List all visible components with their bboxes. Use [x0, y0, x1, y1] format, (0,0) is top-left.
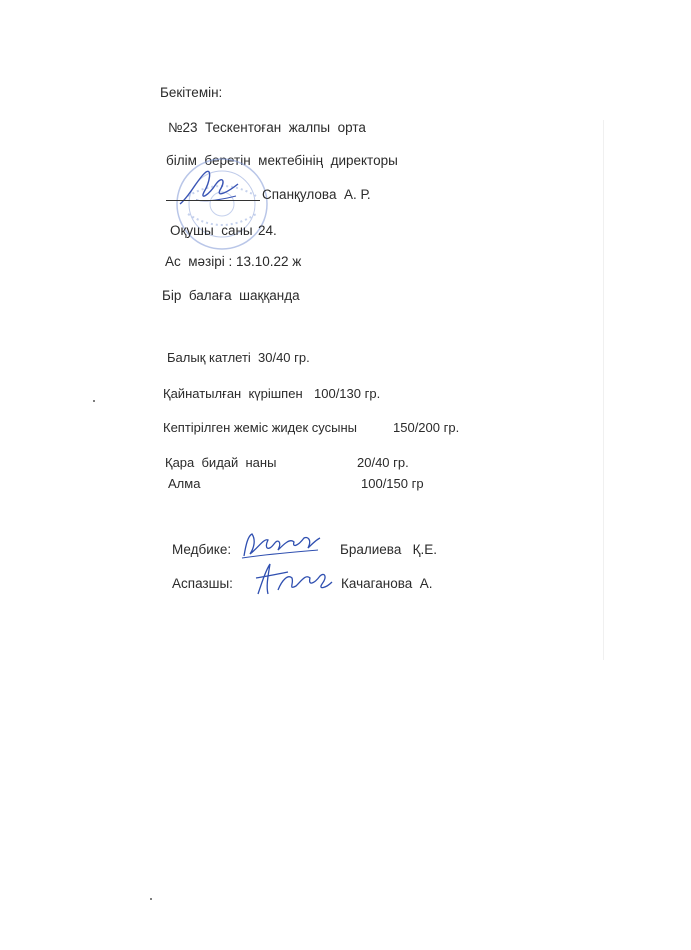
nurse-name: Бралиева Қ.Е. [340, 542, 437, 557]
menu-item-amount: 100/150 гр [361, 476, 424, 491]
students-count: 24. [258, 223, 277, 238]
director-name: Спанқулова А. Р. [262, 187, 371, 202]
menu-item-amount: 30/40 гр. [258, 350, 310, 365]
menu-item-amount: 20/40 гр. [357, 455, 409, 470]
school-line-2: білім беретін мектебінің директоры [166, 153, 398, 168]
menu-item-name: Қайнатылған күрішпен [163, 386, 303, 401]
menu-item-amount: 100/130 гр. [314, 386, 381, 401]
director-signature-icon [176, 166, 256, 210]
menu-item-name: Алма [168, 476, 201, 491]
nurse-signature-icon [238, 530, 324, 562]
per-child-heading: Бір балаға шаққанда [162, 288, 300, 303]
cook-role: Аспазшы: [172, 576, 233, 591]
school-line-1: №23 Тескентоған жалпы орта [168, 120, 366, 135]
menu-item-amount: 150/200 гр. [393, 420, 460, 435]
menu-item-name: Кептірілген жеміс жидек сусыны [163, 420, 358, 435]
scan-speck [150, 898, 152, 900]
students-label: Оқушы саны [170, 223, 253, 238]
menu-item-name: Балық катлеті [167, 350, 251, 365]
approve-heading: Бекітемін: [160, 85, 223, 100]
nurse-role: Медбике: [172, 542, 232, 557]
scan-speck [93, 400, 95, 402]
scan-edge [603, 120, 604, 660]
menu-date: Ас мәзірі : 13.10.22 ж [165, 254, 302, 269]
cook-signature-icon [248, 560, 334, 600]
signature-underline [166, 200, 260, 201]
cook-name: Качаганова А. [341, 576, 433, 591]
menu-item-name: Қара бидай наны [165, 455, 277, 470]
